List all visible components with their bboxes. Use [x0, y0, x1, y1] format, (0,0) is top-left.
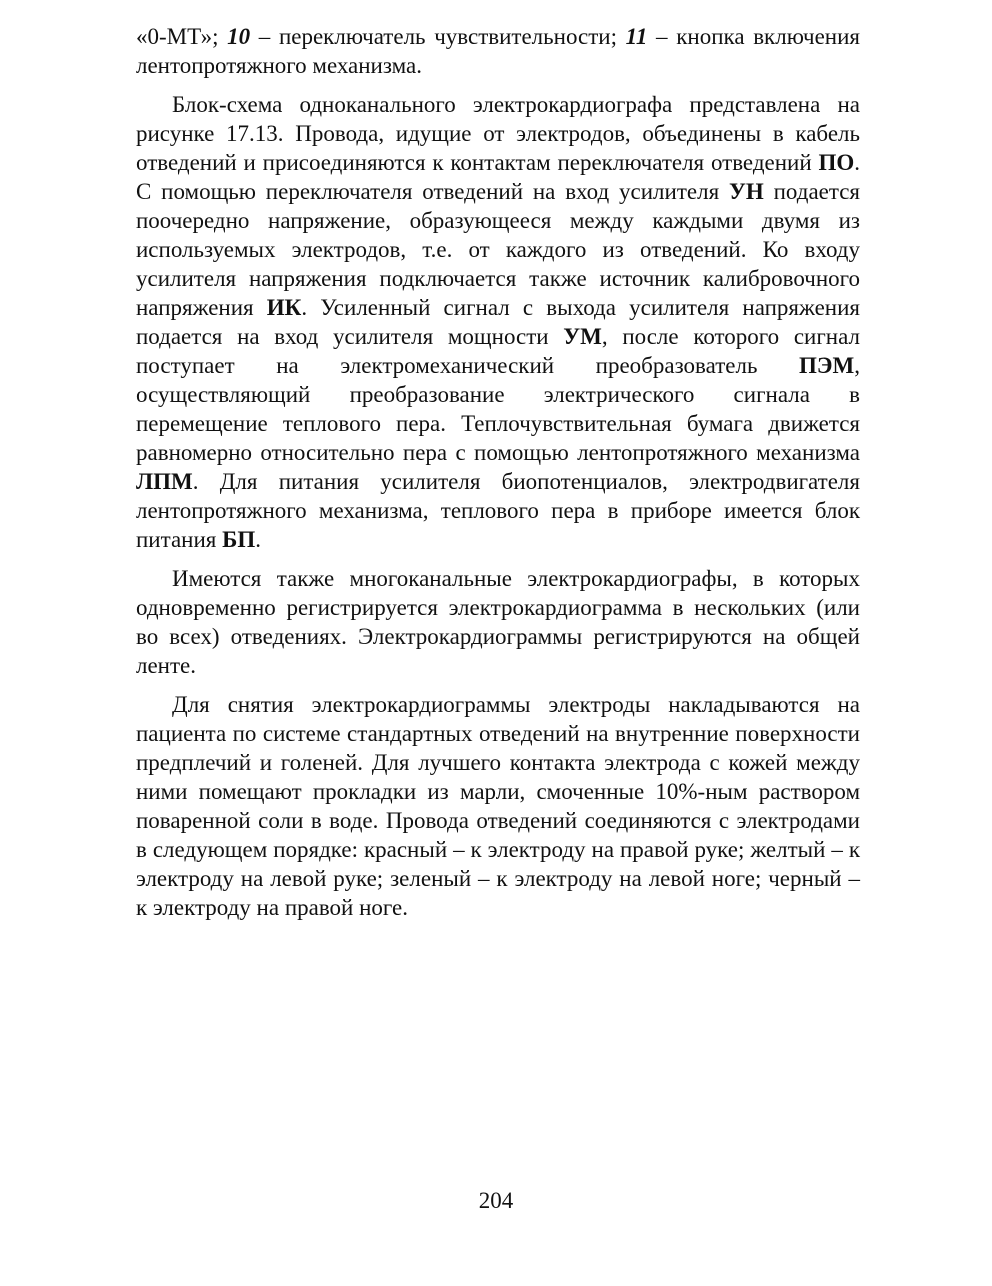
item-number: 10 — [227, 24, 251, 49]
paragraph — [136, 90, 860, 554]
text-run: «0-МТ»; — [136, 24, 228, 49]
text-run: подается поочередно напряжение, образующееся между каждыми двумя из используемых электродов, т.е. от каждого из отведений. Ко входу усилителя напряжения подключается также источник калибровочного напряжения — [136, 179, 860, 320]
text-run: Для снятия электрокардиограммы электроды накладываются на пациента по системе стандартных отведений на внутренние поверхности предплечий и голеней. Для лучшего контакта электрода с кожей между ними помещают прокладки из марли, смоченные 10%-ным раствором поваренной соли в воде. Провода отведений соединяются с электродами в следующем порядке: красный – к электроду на правой руке; желтый – к электроду на левой руке; зеленый – к электроду на левой ноге; черный – к электроду на правой ноге. — [136, 692, 860, 920]
text-run: – кнопка включения лентопротяжного механизма. — [136, 24, 860, 78]
body-text — [136, 22, 860, 932]
block-abbreviation: БП — [222, 527, 256, 552]
block-abbreviation: УМ — [563, 324, 602, 349]
text-run: Имеются также многоканальные электрокардиографы, в которых одновременно регистрируется электрокардиограмма в нескольких (или во всех) отведениях. Электрокардиограммы регистрируются на общей ленте. — [136, 566, 860, 678]
block-abbreviation: ПО — [818, 150, 855, 175]
paragraph — [136, 22, 860, 80]
text-run: . Усиленный сигнал с выхода усилителя напряжения подается на вход усилителя мощности — [136, 295, 860, 349]
text-run: , после которого сигнал поступает на электромеханический преобразователь — [136, 324, 860, 378]
text-run: – переключатель чувствительности; — [250, 24, 626, 49]
block-abbreviation: ПЭМ — [799, 353, 855, 378]
item-number: 11 — [625, 24, 648, 49]
block-abbreviation: ЛПМ — [136, 469, 193, 494]
block-abbreviation: ИК — [266, 295, 302, 320]
text-run: . С помощью переключателя отведений на вход усилителя — [136, 150, 860, 204]
text-run: Блок-схема одноканального электрокардиографа представлена на рисунке 17.13. Провода, идущие от электродов, объединены в кабель отведений и присоединяются к контактам переключателя отведений — [136, 92, 860, 175]
paragraph — [136, 690, 860, 922]
text-run: . Для питания усилителя биопотенциалов, электродвигателя лентопротяжного механизма, теплового пера в приборе имеется блок питания — [136, 469, 860, 552]
paragraph — [136, 564, 860, 680]
text-run: , осуществляющий преобразование электрического сигнала в перемещение теплового пера. Теплочувствительная бумага движется равномерно относительно пера с помощью лентопротяжного механизма — [136, 353, 860, 465]
text-run: . — [255, 527, 261, 552]
block-abbreviation: УН — [729, 179, 764, 204]
page-number: 204 — [478, 1188, 514, 1213]
